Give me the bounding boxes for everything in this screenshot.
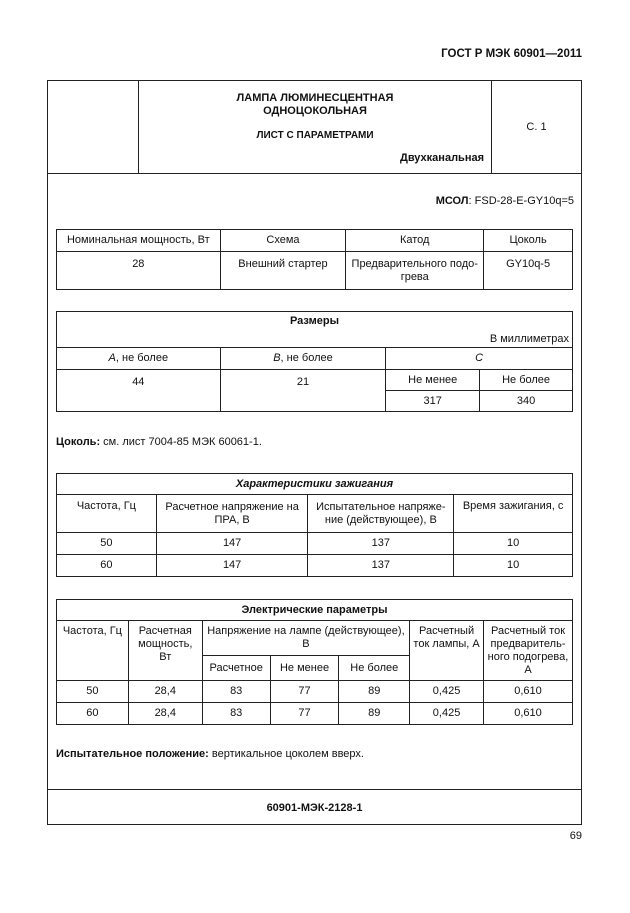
ignition-table <box>56 473 573 577</box>
value-cell: 89 <box>339 703 410 725</box>
value-cell: Предварительного подо-грева <box>346 252 484 290</box>
value-cell: 137 <box>308 533 454 555</box>
value-cell: 10 <box>454 555 573 577</box>
header-cell: C <box>386 348 573 370</box>
sheet-header <box>48 81 581 174</box>
header-cell: Не более <box>480 370 573 391</box>
value-cell: 50 <box>57 533 157 555</box>
value-cell: 10 <box>454 533 573 555</box>
value-cell: 147 <box>156 533 308 555</box>
header-cell: Схема <box>220 230 346 252</box>
header-cell: Испытательное напряже-ние (действующее), В <box>308 495 454 533</box>
value-cell: 28 <box>57 252 221 290</box>
table-caption: Размеры <box>57 312 573 332</box>
value-cell: 60 <box>57 703 129 725</box>
header-cell: Частота, Гц <box>57 621 129 681</box>
header-cell: B, не более <box>220 348 386 370</box>
value-cell: 83 <box>202 703 270 725</box>
value-cell: 147 <box>156 555 308 577</box>
sheet-footer: 60901-МЭК-2128-1 <box>48 789 581 825</box>
value-cell: 0,425 <box>410 681 484 703</box>
header-cell: Не менее <box>386 370 480 391</box>
value-cell: 60 <box>57 555 157 577</box>
units-note: В миллиметрах <box>57 332 573 348</box>
header-cell: Расчетное напряжение на ПРА, В <box>156 495 308 533</box>
standard-number: ГОСТ Р МЭК 60901—2011 <box>441 48 582 60</box>
page-number: 69 <box>569 830 582 842</box>
value-cell: 137 <box>308 555 454 577</box>
lamp-type: Двухканальная <box>399 152 484 164</box>
electrical-table <box>56 599 573 725</box>
header-cell: Частота, Гц <box>57 495 157 533</box>
sheet-title: ЛИСТ С ПАРАМЕТРАМИ <box>256 130 374 141</box>
header-cell: A, не более <box>57 348 221 370</box>
value-cell: 89 <box>339 681 410 703</box>
value-cell: 21 <box>220 370 386 412</box>
value-cell: 340 <box>480 391 573 412</box>
value-cell: 28,4 <box>128 681 202 703</box>
header-cell: Не менее <box>270 656 339 681</box>
page-ref: С. 1 <box>491 81 581 173</box>
value-cell: GY10q-5 <box>484 252 573 290</box>
dimensions-table <box>56 311 573 412</box>
cap-note: Цоколь: см. лист 7004-85 МЭК 60061-1. <box>56 436 262 448</box>
value-cell: 77 <box>270 681 339 703</box>
value-cell: 0,425 <box>410 703 484 725</box>
value-cell: 28,4 <box>128 703 202 725</box>
header-cell: Номинальная мощность, Вт <box>57 230 221 252</box>
mcol-code: МСОЛ: FSD-28-E-GY10q=5 <box>435 195 574 207</box>
value-cell: 44 <box>57 370 221 412</box>
value-cell: 77 <box>270 703 339 725</box>
value-cell: 317 <box>386 391 480 412</box>
sheet-frame <box>47 80 582 825</box>
header-cell: Расчетный ток предваритель-ного подогрева, А <box>484 621 573 681</box>
header-cell: Время зажигания, с <box>454 495 573 533</box>
header-cell: Катод <box>346 230 484 252</box>
header-cell: Расчетная мощность, Вт <box>128 621 202 681</box>
value-cell: 50 <box>57 681 129 703</box>
table-caption: Электрические параметры <box>57 600 573 621</box>
value-cell: 0,610 <box>484 703 573 725</box>
header-cell: Расчетный ток лампы, А <box>410 621 484 681</box>
header-cell: Не более <box>339 656 410 681</box>
value-cell: Внешний стартер <box>220 252 346 290</box>
header-cell: Цоколь <box>484 230 573 252</box>
test-position-note: Испытательное положение: вертикальное цоколем вверх. <box>56 748 364 760</box>
header-left-cell <box>48 81 139 173</box>
value-cell: 0,610 <box>484 681 573 703</box>
lamp-title: ЛАМПА ЛЮМИНЕСЦЕНТНАЯ ОДНОЦОКОЛЬНАЯ <box>236 92 394 117</box>
header-cell: Расчетное <box>202 656 270 681</box>
table-caption: Характеристики зажигания <box>57 474 573 495</box>
value-cell: 83 <box>202 681 270 703</box>
main-parameters-table <box>56 229 573 290</box>
header-cell: Напряжение на лампе (действующее), В <box>202 621 409 656</box>
